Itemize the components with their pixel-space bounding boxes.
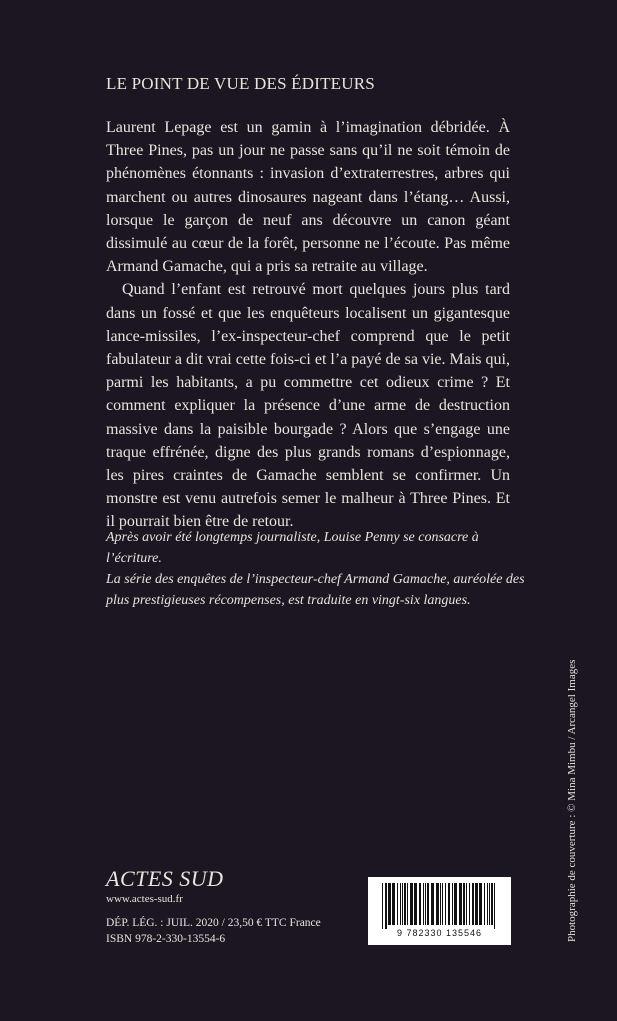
barcode-bar xyxy=(402,883,403,925)
barcode-bar xyxy=(440,883,441,925)
barcode-bar xyxy=(392,883,395,925)
author-note-line-2: La série des enquêtes de l’inspecteur-chef Armand Gamache, auréolée des xyxy=(106,572,525,587)
barcode-bar xyxy=(452,883,453,925)
cover-photo-credit: Photographie de couverture : © Mina Mimbu / Arcangel Images xyxy=(566,659,578,942)
barcode-bar xyxy=(489,883,490,925)
barcode-bar xyxy=(472,883,474,925)
barcode-bar xyxy=(491,883,493,925)
barcode-bar xyxy=(397,883,398,925)
barcode-bar xyxy=(484,883,485,925)
legal-info xyxy=(106,915,321,947)
barcode xyxy=(368,877,511,945)
blurb-paragraph-1: Laurent Lepage est un gamin à l’imagination débridée. À Three Pines, pas un jour ne passe sans qu’il ne soit témoin de phénomènes étonnants : invasion d’extraterrestres, arbres qui marchent ou autres dinosaures nageant dans l’étang… Aussi, lorsque le garçon de neuf ans découvre un canon géant dissimulé au cœur de la forêt, personne ne l’écoute. Pas même Armand Gamache, qui a pris sa retraite au village. xyxy=(106,119,510,276)
barcode-bar xyxy=(410,883,413,925)
barcode-bar xyxy=(385,883,387,929)
barcode-bar xyxy=(419,883,421,925)
barcode-bar xyxy=(475,883,478,925)
barcode-bar xyxy=(469,883,470,925)
barcode-bar xyxy=(436,883,439,925)
barcode-bar xyxy=(459,883,462,925)
publisher-url: www.actes-sud.fr xyxy=(106,893,183,905)
author-note-line-1: Après avoir été longtemps journaliste, Louise Penny se consacre à l’écriture. xyxy=(106,530,479,566)
barcode-bar xyxy=(448,883,450,925)
barcode-bar xyxy=(388,883,391,925)
isbn: ISBN 978-2-330-13554-6 xyxy=(106,933,226,945)
barcode-bar xyxy=(463,883,465,925)
barcode-bar xyxy=(407,883,408,925)
barcode-bar xyxy=(494,883,495,929)
barcode-bar xyxy=(466,883,467,925)
author-note-line-3: plus prestigieuses récompenses, est traduite en vingt-six langues. xyxy=(106,593,471,608)
back-cover-blurb xyxy=(106,116,510,534)
barcode-bar xyxy=(479,883,482,925)
section-heading: LE POINT DE VUE DES ÉDITEURS xyxy=(106,74,375,93)
barcode-bar xyxy=(382,883,383,929)
publisher-logo: ACTES SUD xyxy=(106,866,224,891)
blurb-paragraph-2: Quand l’enfant est retrouvé mort quelques jours plus tard dans un fossé et que les enquêteurs localisent un gigantesque lance-missiles, l’ex-inspecteur-chef comprend que le petit fabulateur a dit vrai cette fois-ci et l’a payé de sa vie. Mais qui, parmi les habitants, a pu commettre cet odieux crime ? Et comment expliquer la présence d’une arme de destruction massive dans la paisible bourgade ? Alors que s’engage une traque effrénée, digne des plus grands romans d’espionnage, les pires craintes de Gamache semblent se confirmer. Un monstre est venu autrefois semer le malheur à Three Pines. Et il pourrait bien être de retour. xyxy=(106,281,510,531)
barcode-bar xyxy=(454,883,457,925)
legal-deposit-price: DÉP. LÉG. : JUIL. 2020 / 23,50 € TTC France xyxy=(106,917,321,929)
barcode-bar xyxy=(442,883,443,925)
barcode-bar xyxy=(425,883,426,925)
author-note xyxy=(106,527,526,611)
barcode-bar xyxy=(423,883,424,925)
barcode-number: 9 782330 135546 xyxy=(396,928,483,938)
barcode-bar xyxy=(400,883,401,925)
barcode-bar xyxy=(427,883,429,925)
barcode-bar xyxy=(431,883,434,925)
barcode-bar xyxy=(487,883,488,925)
barcode-bar xyxy=(445,883,446,925)
barcode-bar xyxy=(414,883,417,925)
barcode-bar xyxy=(404,883,406,925)
